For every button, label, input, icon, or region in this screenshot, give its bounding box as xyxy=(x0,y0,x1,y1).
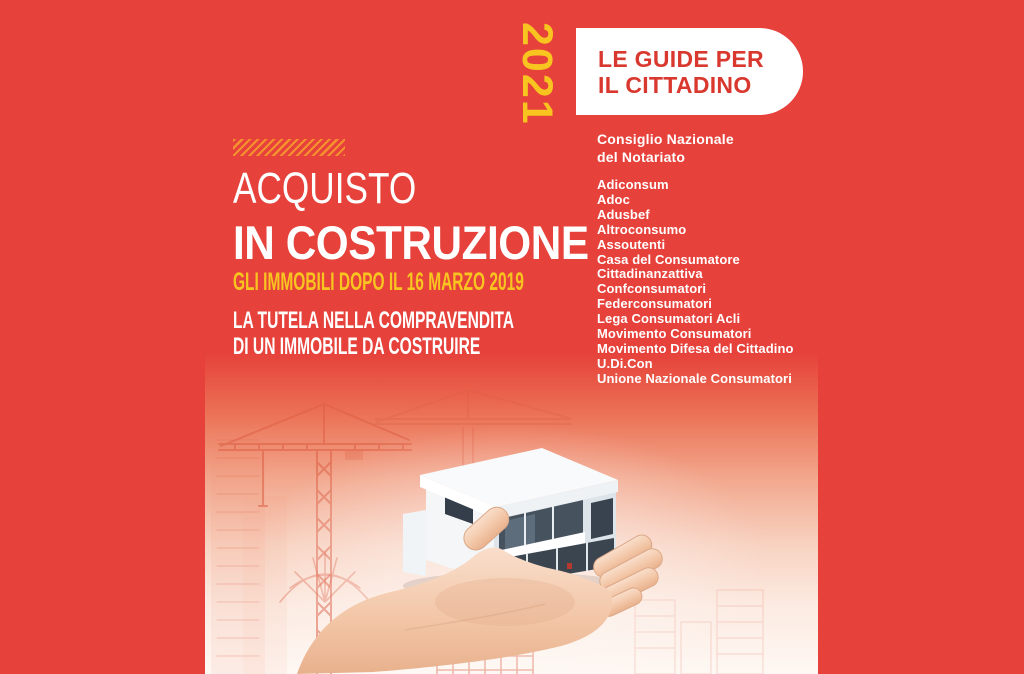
association-item: Confconsumatori xyxy=(597,281,707,297)
association-item: Unione Nazionale Consumatori xyxy=(597,370,792,386)
association-item: Movimento Difesa del Cittadino xyxy=(597,340,794,356)
association-item: Adiconsum xyxy=(597,177,669,192)
association-item: Adoc xyxy=(597,191,630,207)
tagline-line-1: LA TUTELA NELLA COMPRAVENDITA xyxy=(233,307,515,334)
association-item: Altroconsumo xyxy=(597,221,687,237)
association-item: U.Di.Con xyxy=(597,355,653,371)
badge-line-1: LE GUIDE PER xyxy=(598,45,764,72)
title-line-1: ACQUISTO xyxy=(233,164,417,213)
badge-line-2: IL CITTADINO xyxy=(598,71,752,98)
association-item: Adusbef xyxy=(597,206,650,222)
guide-series-badge xyxy=(576,28,803,115)
publisher-line-2: del Notariato xyxy=(597,149,686,165)
association-item: Cittadinanzattiva xyxy=(597,266,703,282)
association-item: Assoutenti xyxy=(597,236,666,252)
association-item: Lega Consumatori Acli xyxy=(597,311,741,327)
publisher-line-1: Consiglio Nazionale xyxy=(597,131,734,147)
subtitle: GLI IMMOBILI DOPO IL 16 MARZO 2019 xyxy=(233,268,524,296)
associations-list xyxy=(597,178,794,387)
title-line-2: IN COSTRUZIONE xyxy=(233,216,589,269)
publisher xyxy=(597,130,734,166)
year-label: 2021 xyxy=(513,22,561,126)
hatch-decoration xyxy=(233,139,345,156)
tagline xyxy=(233,308,514,359)
tagline-line-2: DI UN IMMOBILE DA COSTRUIRE xyxy=(233,332,481,360)
association-item: Casa del Consumatore xyxy=(597,251,740,267)
association-item: Movimento Consumatori xyxy=(597,326,752,342)
association-item: Federconsumatori xyxy=(597,296,713,312)
